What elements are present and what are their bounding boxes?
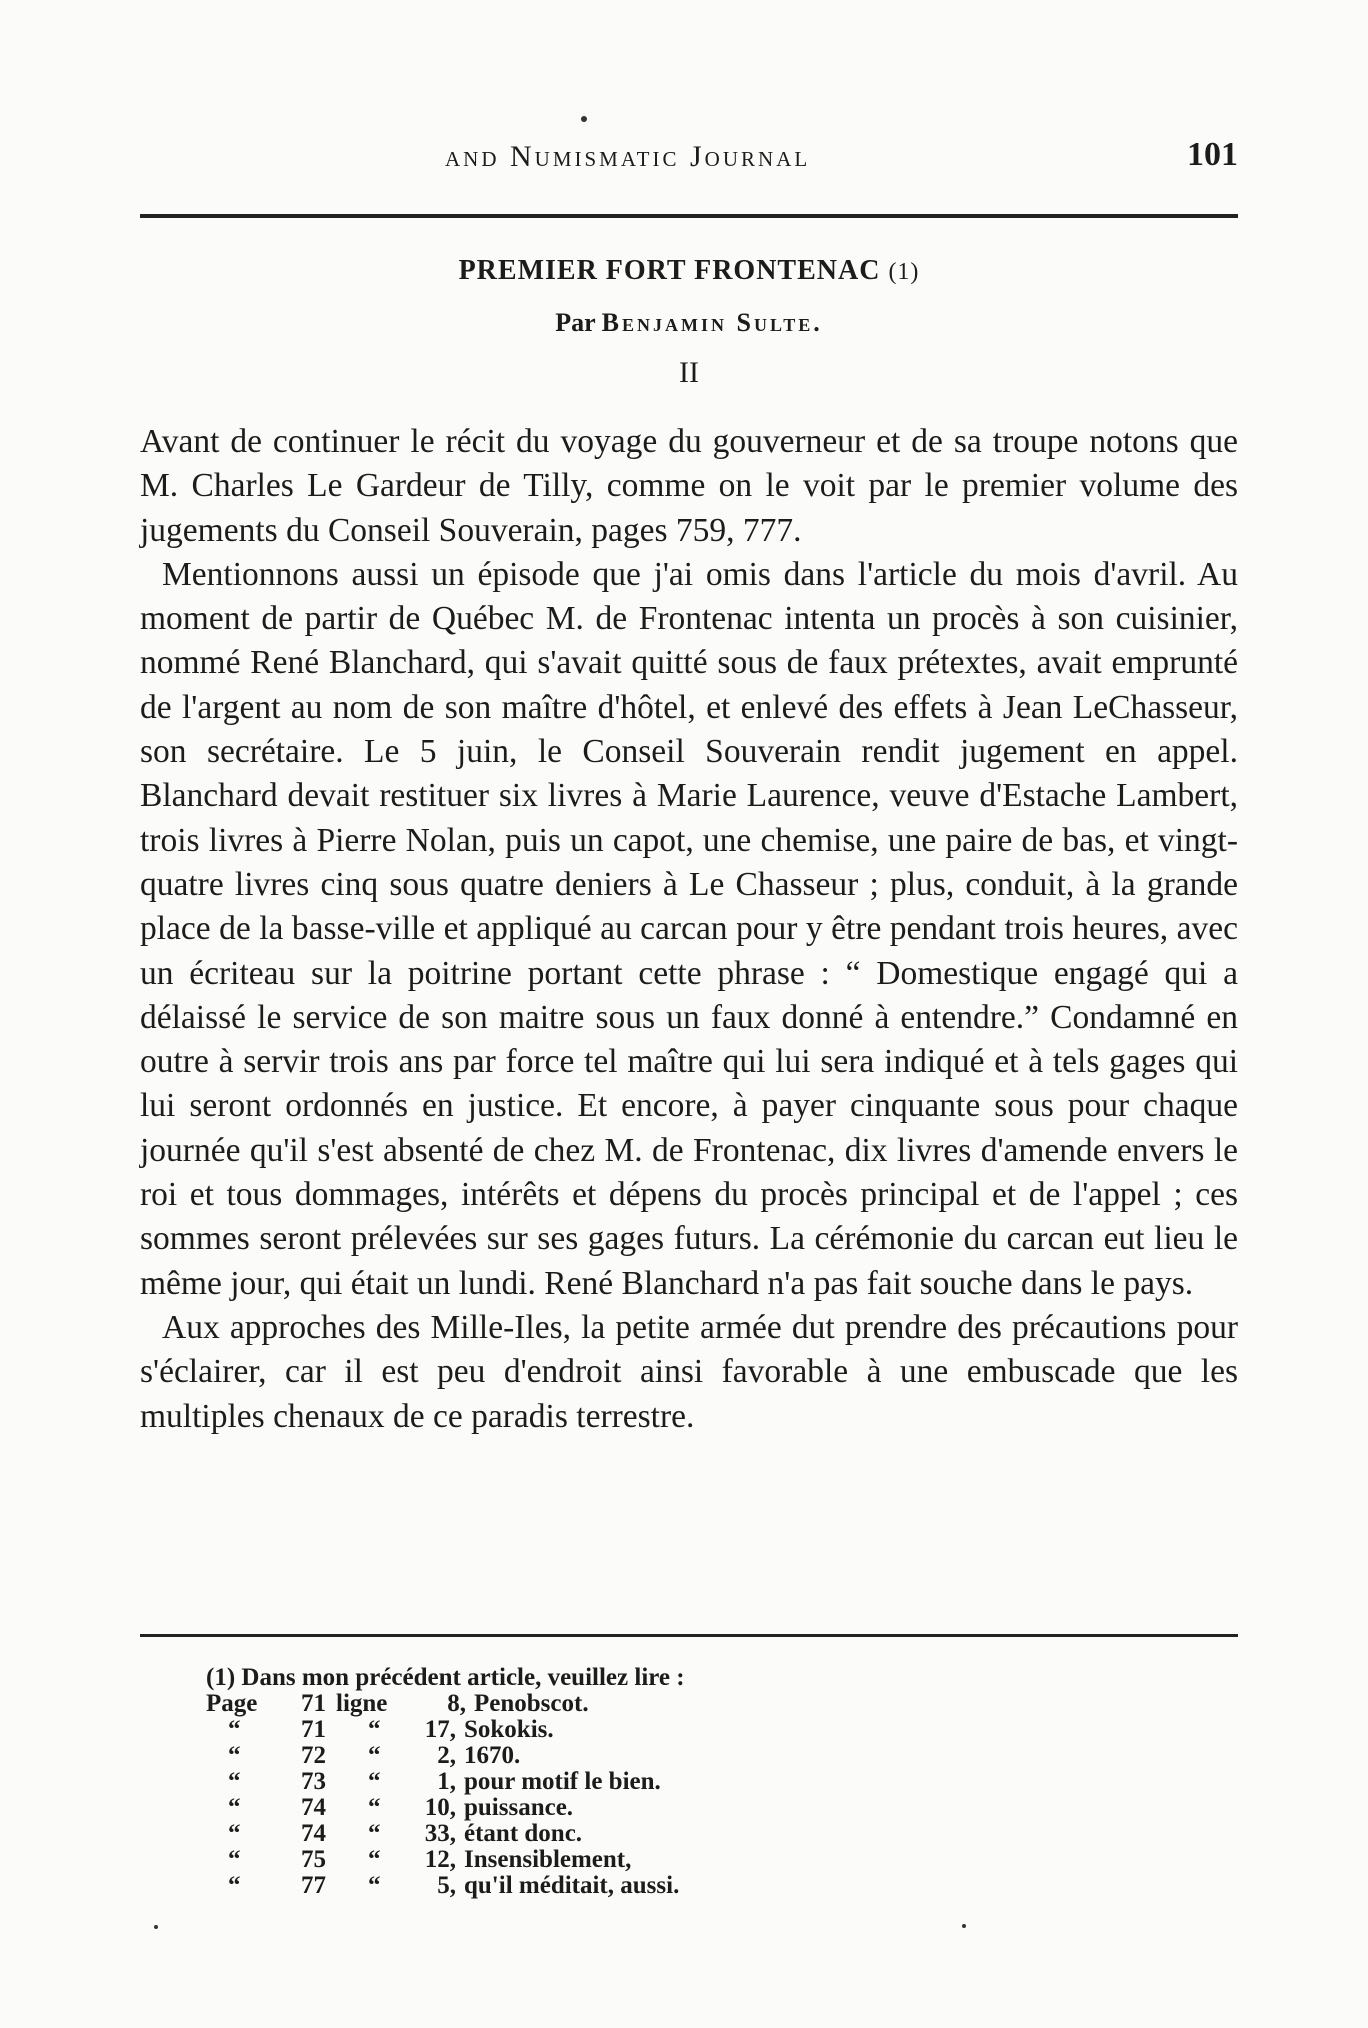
erratum-line: 12,	[424, 1846, 456, 1873]
footnote-rule	[140, 1634, 1238, 1637]
erratum-correction: Insensiblement,	[464, 1846, 632, 1873]
speck-mark	[962, 1924, 966, 1928]
book-page	[140, 0, 1238, 2028]
footnote-intro: (1) Dans mon précédent article, veuillez lire :	[206, 1664, 685, 1691]
erratum-page-label: “	[228, 1768, 241, 1795]
erratum-page: 72	[301, 1742, 326, 1769]
erratum-line: 10,	[424, 1794, 456, 1821]
erratum-line: 33,	[424, 1820, 456, 1847]
erratum-row	[206, 1691, 1106, 1717]
byline	[140, 308, 1238, 338]
page-number: 101	[1187, 136, 1238, 173]
erratum-page: 71	[301, 1690, 326, 1717]
byline-prefix: Par	[555, 308, 596, 337]
footnote	[206, 1665, 1106, 1899]
erratum-row	[206, 1795, 1106, 1821]
erratum-line: 5,	[437, 1872, 456, 1899]
erratum-page: 71	[301, 1716, 326, 1743]
erratum-line: 2,	[437, 1742, 456, 1769]
erratum-line-label: ligne	[336, 1690, 388, 1717]
paragraph: Mentionnons aussi un épisode que j'ai omis dans l'article du mois d'avril. Au moment de partir de Québec M. de Frontenac intenta un procès à son cuisinier, nommé René Blanchard, qui s'avait quitté sous de faux prétextes, avait emprunté de l'argent au nom de son maître d'hôtel, et enlevé des effets à Jean LeChasseur, son secrétaire. Le 5 juin, le Conseil Souverain rendit jugement en appel. Blanchard devait restituer six livres à Marie Laurence, veuve d'Estache Lambert, trois livres à Pierre Nolan, puis un capot, une chemise, une paire de bas, et vingt-quatre livres cinq sous quatre deniers à Le Chasseur ; plus, conduit, à la grande place de la basse-ville et appliqué au carcan pour y être pendant trois heures, avec un écriteau sur la poitrine portant cette phrase : “ Domestique engagé qui a délaissé le service de son maitre sous un faux donné à entendre.” Condamné en outre à servir trois ans par force tel maître qui lui sera indiqué et à tels gages qui lui seront ordonnés en justice. Et encore, à payer cinquante sous pour chaque journée qu'il s'est absenté de chez M. de Frontenac, dix livres d'amende envers le roi et tous dommages, intérêts et dépens du procès principal et de l'appel ; ces sommes seront prélevées sur ses gages futurs. La cérémonie du carcan eut lieu le même jour, qui était un lundi. René Blanchard n'a pas fait souche dans le pays.	[140, 555, 1238, 1302]
erratum-correction: 1670.	[464, 1742, 521, 1769]
erratum-page-label: Page	[206, 1690, 258, 1717]
erratum-line: 8,	[447, 1690, 466, 1717]
erratum-page-label: “	[228, 1742, 241, 1769]
erratum-correction: pour motif le bien.	[464, 1768, 661, 1795]
speck-mark	[581, 116, 587, 122]
section-numeral: II	[679, 356, 699, 389]
erratum-line: 17,	[424, 1716, 456, 1743]
erratum-page: 77	[301, 1872, 326, 1899]
erratum-page: 74	[301, 1820, 326, 1847]
article-title-text: PREMIER FORT FRONTENAC	[458, 255, 881, 286]
page-header	[140, 136, 1238, 180]
erratum-correction: Sokokis.	[464, 1716, 554, 1743]
erratum-line-label: “	[368, 1716, 381, 1743]
author-name: Benjamin Sulte.	[601, 308, 823, 337]
erratum-page-label: “	[228, 1872, 241, 1899]
erratum-page-label: “	[228, 1716, 241, 1743]
erratum-line-label: “	[368, 1820, 381, 1847]
paragraph: Avant de continuer le récit du voyage du gouverneur et de sa troupe notons que M. Charles Le Gardeur de Tilly, comme on le voit par le premier volume des jugements du Conseil Souverain, pages 759, 777.	[140, 423, 1238, 549]
erratum-line-label: “	[368, 1768, 381, 1795]
erratum-line-label: “	[368, 1742, 381, 1769]
erratum-page-label: “	[228, 1794, 241, 1821]
erratum-page-label: “	[228, 1846, 241, 1873]
erratum-row	[206, 1743, 1106, 1769]
erratum-correction: Penobscot.	[474, 1690, 589, 1717]
erratum-row	[206, 1717, 1106, 1743]
erratum-line-label: “	[368, 1846, 381, 1873]
footnote-reference: (1)	[888, 259, 920, 285]
speck-mark	[154, 1925, 158, 1929]
erratum-line-label: “	[368, 1872, 381, 1899]
header-rule	[140, 214, 1238, 218]
erratum-page: 74	[301, 1794, 326, 1821]
article-title	[140, 255, 1238, 287]
erratum-row	[206, 1847, 1106, 1873]
erratum-page: 75	[301, 1846, 326, 1873]
erratum-correction: étant donc.	[464, 1820, 583, 1847]
erratum-line-label: “	[368, 1794, 381, 1821]
erratum-page-label: “	[228, 1820, 241, 1847]
erratum-correction: qu'il méditait, aussi.	[464, 1872, 680, 1899]
running-title: and Numismatic Journal	[445, 140, 811, 173]
paragraph: Aux approches des Mille-Iles, la petite armée dut prendre des précautions pour s'éclairer, car il est peu d'endroit ainsi favorable à une embuscade que les multiples chenaux de ce paradis terrestre.	[140, 1308, 1238, 1435]
erratum-list	[206, 1691, 1106, 1899]
article-body	[140, 420, 1238, 1439]
erratum-line: 1,	[437, 1768, 456, 1795]
erratum-row	[206, 1873, 1106, 1899]
erratum-page: 73	[301, 1768, 326, 1795]
erratum-row	[206, 1769, 1106, 1795]
erratum-row	[206, 1821, 1106, 1847]
erratum-correction: puissance.	[464, 1794, 574, 1821]
